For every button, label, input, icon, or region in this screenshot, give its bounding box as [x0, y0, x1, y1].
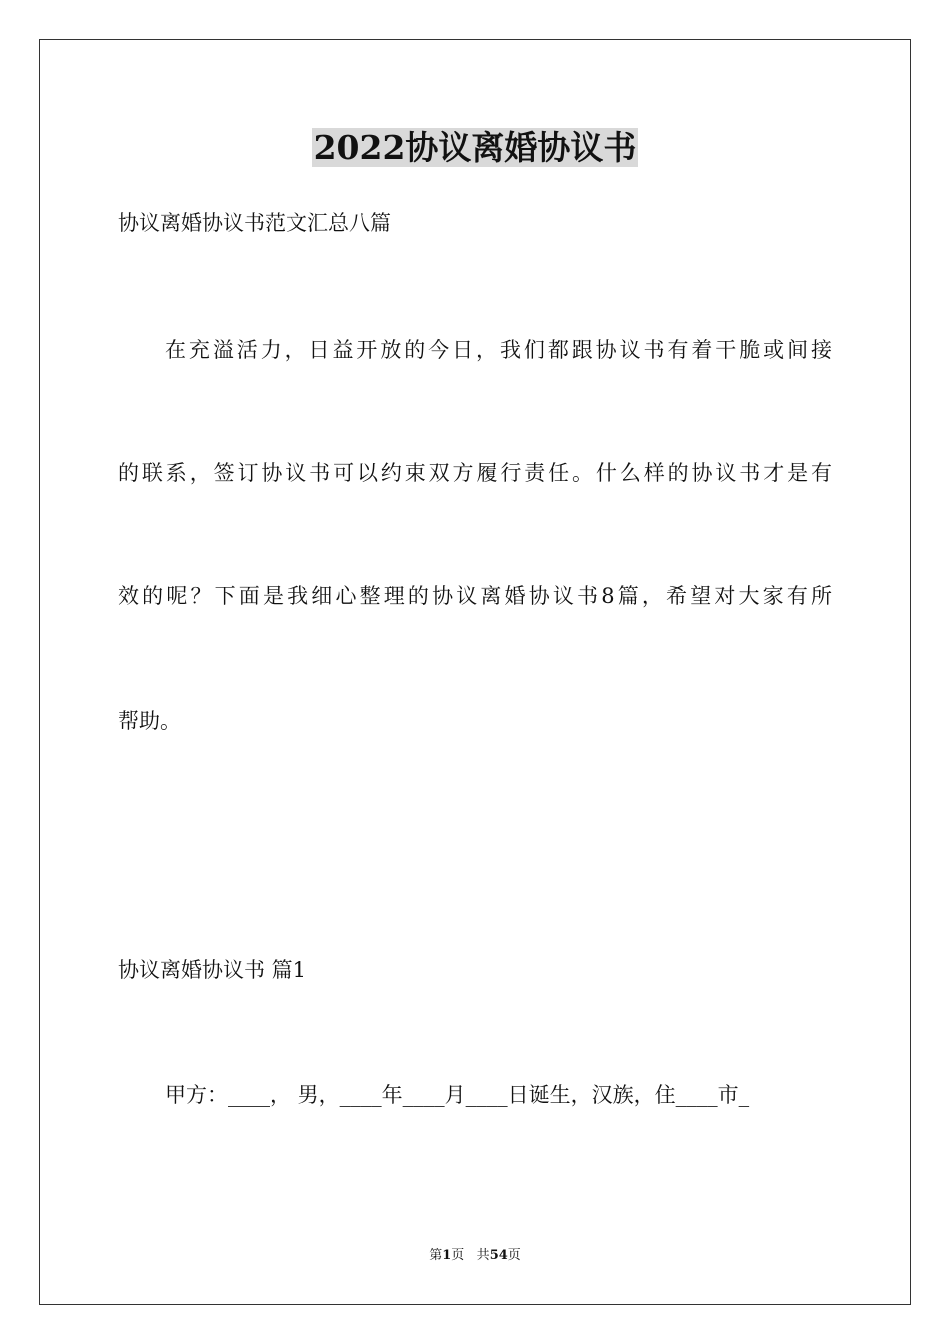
footer-page-total: 54 [489, 1248, 508, 1263]
intro-line-2: 的联系，签订协议书可以约束双方履行责任。什么样的协议书才是有 [118, 461, 832, 485]
document-title-text: 2022协议离婚协议书 [313, 128, 637, 167]
intro-line-1: 在充溢活力，日益开放的今日，我们都跟协议书有着干脆或间接 [165, 338, 832, 362]
page-footer [0, 1247, 950, 1265]
intro-line-3: 效的呢？下面是我细心整理的协议离婚协议书8篇，希望对大家有所 [118, 584, 832, 608]
footer-total-unit: 页 [507, 1248, 521, 1263]
party-a-line: 甲方：____， 男，____年____月____日诞生，汉族，住____市_ [165, 1083, 750, 1107]
footer-page-current: 1 [442, 1248, 452, 1263]
intro-line-4: 帮助。 [118, 709, 181, 733]
footer-page-prefix: 第 [429, 1248, 443, 1263]
document-subtitle: 协议离婚协议书范文汇总八篇 [118, 211, 391, 235]
footer-page-unit: 页 [451, 1248, 465, 1263]
footer-total-prefix: 共 [476, 1248, 490, 1263]
document-title [0, 126, 950, 170]
section-heading: 协议离婚协议书 篇1 [118, 958, 307, 982]
